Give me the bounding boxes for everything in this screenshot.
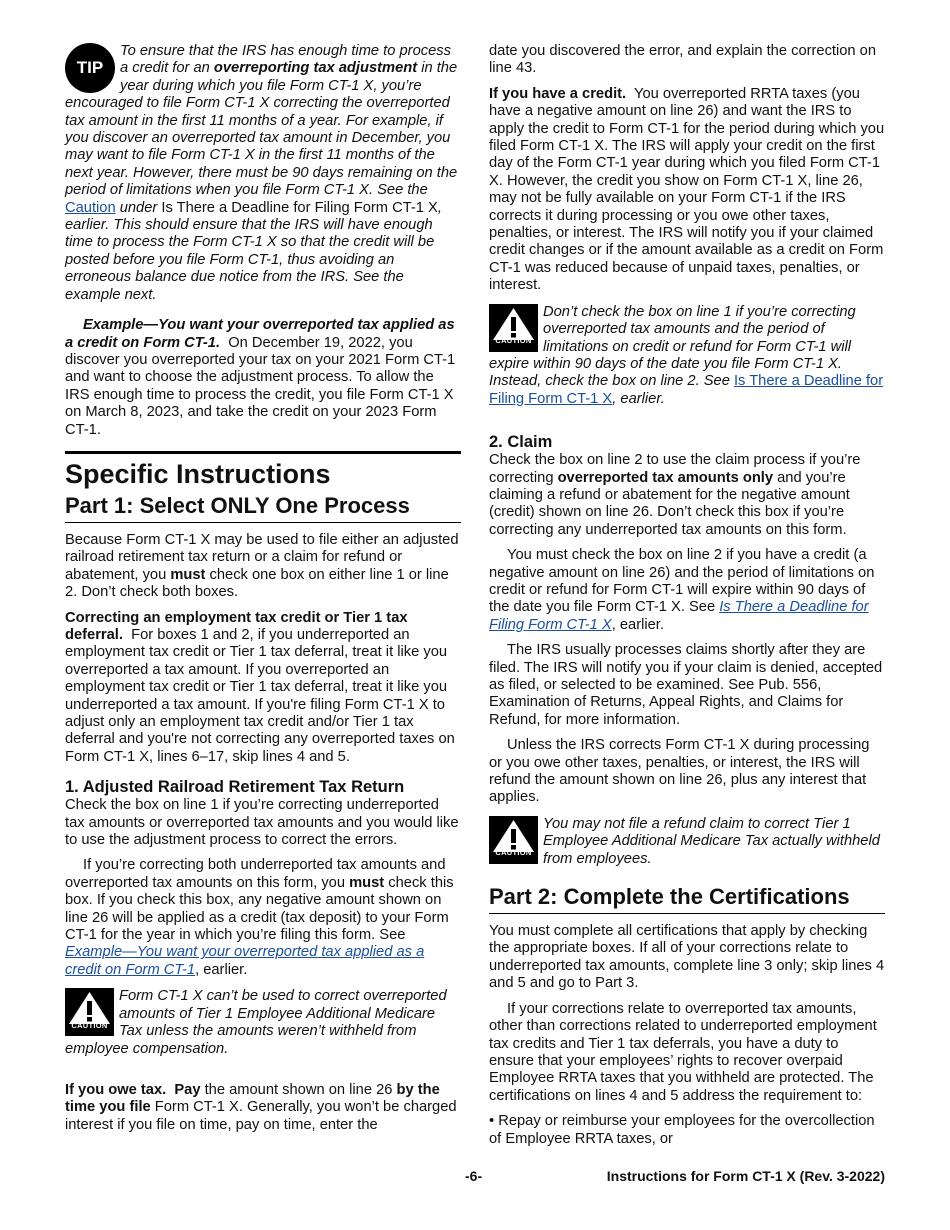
adjusted-return-p1: Check the box on line 1 if you’re correcting underreported tax amounts or overreported tax amounts and you would like to use the adjustment process to correct the errors. bbox=[65, 797, 459, 849]
because-paragraph: Because Form CT-1 X may be used to file either an adjusted railroad retirement tax return or a claim for refund or abatement, you must check one box on either line 1 or line 2. Don’t check both boxes. bbox=[65, 531, 459, 601]
bullet-item: • Repay or reimburse your employees for the overcollection of Employee RRTA taxes, or bbox=[489, 1113, 875, 1147]
correcting-credit-paragraph: Correcting an employment tax credit or Tier 1 tax deferral. For boxes 1 and 2, if you underreported an employment tax credit or Tier 1 tax deferral, treat it like you overreported a tax amount. If you overreported an employment tax credit or Tier 1 tax deferral, treat it like you underreported a tax amount. If you're filing Form CT-1 X to adjust only an employment tax credit and/or Tier 1 tax deferral and you're not correcting any overreported taxes on Form CT-1 X, lines 6–17, skip lines 4 and 5. bbox=[65, 609, 455, 765]
claim-p1: Check the box on line 2 to use the claim process if you’re correcting overreported tax amounts only and you’re claiming a refund or abatement for the negative amount (credit) shown on line 26. Don’t check this box if you’re correcting any underreported tax amounts on this form. bbox=[489, 452, 861, 538]
form-title-footer: Instructions for Form CT-1 X (Rev. 3-2022) bbox=[606, 1168, 885, 1184]
left-column bbox=[65, 43, 461, 1134]
page-number: -6- bbox=[465, 1168, 483, 1184]
caution-icon: CAUTION bbox=[489, 304, 538, 352]
caution-note-1: CAUTION Form CT-1 X can’t be used to correct overreported amounts of Tier 1 Employee Additional Medicare Tax unless the amounts weren’t withheld from employee compensation. bbox=[65, 988, 447, 1057]
tip-text: To ensure that the IRS has enough time to process a credit for an overreporting tax adjustment in the year during which you file Form CT-1 X, you’re encouraged to file Form CT-1 X correcting the overreported tax amount in the first 11 months of a year. For example, if you discover an overreported tax amount in December, you may want to file Form CT-1 X in the first 11 months of the next year. However, there must be 90 days remaining on the period of limitations when you file Form CT-1 X. See the Caution under Is There a Deadline for Filing Form CT-1 X, earlier. This should ensure that the IRS will have enough time to process the Form CT-1 X so that the credit will be posted before you file Form CT-1, thus avoiding an erroneous balance due notice from the IRS. See the example next. bbox=[65, 43, 458, 303]
caution-icon: CAUTION bbox=[65, 988, 114, 1036]
claim-p2: You must check the box on line 2 if you have a credit (a negative amount on line 26) and the period of limitations on credit or refund for Form CT-1 will expire within 90 days of the date you file Form CT-1 X. See Is There a Deadline for Filing Form CT-1 X, earlier. bbox=[489, 547, 875, 633]
right-column bbox=[489, 43, 885, 1148]
part1-heading: Part 1: Select ONLY One Process bbox=[65, 493, 461, 523]
owe-tax-paragraph: If you owe tax. Pay the amount shown on line 26 by the time you file Form CT-1 X. Generally, you won’t be charged interest if you file on time, pay on time, enter the bbox=[65, 1081, 457, 1133]
adjusted-return-p2: If you’re correcting both underreported tax amounts and overreported tax amounts on this form, you must check this box. If you check this box, any negative amount shown on line 26 will be applied as a credit (tax deposit) to your Form CT-1 for the year in which you’re filing this form. See Example—You want your overreported tax applied as a credit on Form CT-1, earlier. bbox=[65, 857, 454, 978]
caution-note-3: CAUTION You may not file a refund claim to correct Tier 1 Employee Additional Medicare Tax actually withheld from employees. bbox=[489, 816, 885, 868]
part2-p2: If your corrections relate to overreported tax amounts, other than corrections related to underreported employment tax credits and Tier 1 tax deferrals, you have a duty to ensure that your employees’ rights to recover overpaid Employee RRTA taxes that you withheld are protected. The certifications on lines 4 and 5 address the requirement to: bbox=[489, 1000, 877, 1104]
claim-heading: 2. Claim bbox=[489, 433, 553, 452]
caution-link[interactable]: Caution bbox=[65, 199, 116, 216]
adjusted-return-heading: 1. Adjusted Railroad Retirement Tax Return bbox=[65, 778, 405, 797]
tip-icon: TIP bbox=[65, 43, 115, 93]
claim-p4: Unless the IRS corrects Form CT-1 X during processing or you owe other taxes, penalties, or interest, the IRS will refund the amount shown on line 26, plus any interest that applies. bbox=[489, 737, 870, 806]
specific-instructions-heading: Specific Instructions bbox=[65, 451, 461, 489]
tip-note bbox=[65, 43, 461, 304]
continued-paragraph: date you discovered the error, and explain the correction on line 43. bbox=[489, 43, 877, 77]
claim-p3: The IRS usually processes claims shortly after they are filed. The IRS will notify you if your claim is denied, accepted as filed, or selected to be examined. See Pub. 556, Examination of Returns, Appeal Rights, and Claims for Refund, for more information. bbox=[489, 642, 883, 728]
deadline-link-2[interactable]: Is There a Deadline for Filing Form CT-1 X bbox=[489, 599, 869, 633]
deadline-link[interactable]: Is There a Deadline for Filing Form CT-1 X bbox=[489, 373, 884, 407]
caution-note-2: CAUTION Don’t check the box on line 1 if you’re correcting overreported tax amounts and the period of limitations on credit or refund for Form CT-1 will expire within 90 days of the date you file Form CT-1 X. Instead, check the box on line 2. See Is There a Deadline for Filing Form CT-1 X, earlier. bbox=[489, 303, 884, 407]
example-paragraph: Example—You want your overreported tax applied as a credit on Form CT-1. On December 19, 2022, you discover you overreported your tax on your 2021 Form CT-1 and want to choose the adjustment process. To allow the IRS enough time to process the credit, you file Form CT-1 X on March 8, 2023, and take the credit on your 2023 Form CT-1. bbox=[65, 317, 456, 438]
caution-icon: CAUTION bbox=[489, 816, 538, 864]
part2-p1: You must complete all certifications that apply by checking the appropriate boxes. If all of your corrections relate to underreported tax amounts, complete line 3 only; skip lines 4 and 5 and go to Part 3. bbox=[489, 923, 885, 992]
credit-paragraph: If you have a credit. You overreported RRTA taxes (you have a negative amount on line 26) and want the IRS to apply the credit to Form CT-1 for the period during which you filed Form CT-1 X. The IRS will apply your credit on the first day of the Form CT-1 year during which you filed Form CT-1 X. However, the credit you show on Form CT-1 X, line 26, may not be fully available on your Form CT-1 if the IRS corrects it during processing or you owe other taxes, penalties, or interest. The IRS will notify you if your claimed credit changes or if the amount available as a credit on Form CT-1 was reduced because of unpaid taxes, penalties, or interest. bbox=[489, 85, 885, 294]
part2-heading: Part 2: Complete the Certifications bbox=[489, 884, 885, 914]
example-link[interactable]: Example—You want your overreported tax applied as a credit on Form CT-1 bbox=[65, 944, 425, 978]
